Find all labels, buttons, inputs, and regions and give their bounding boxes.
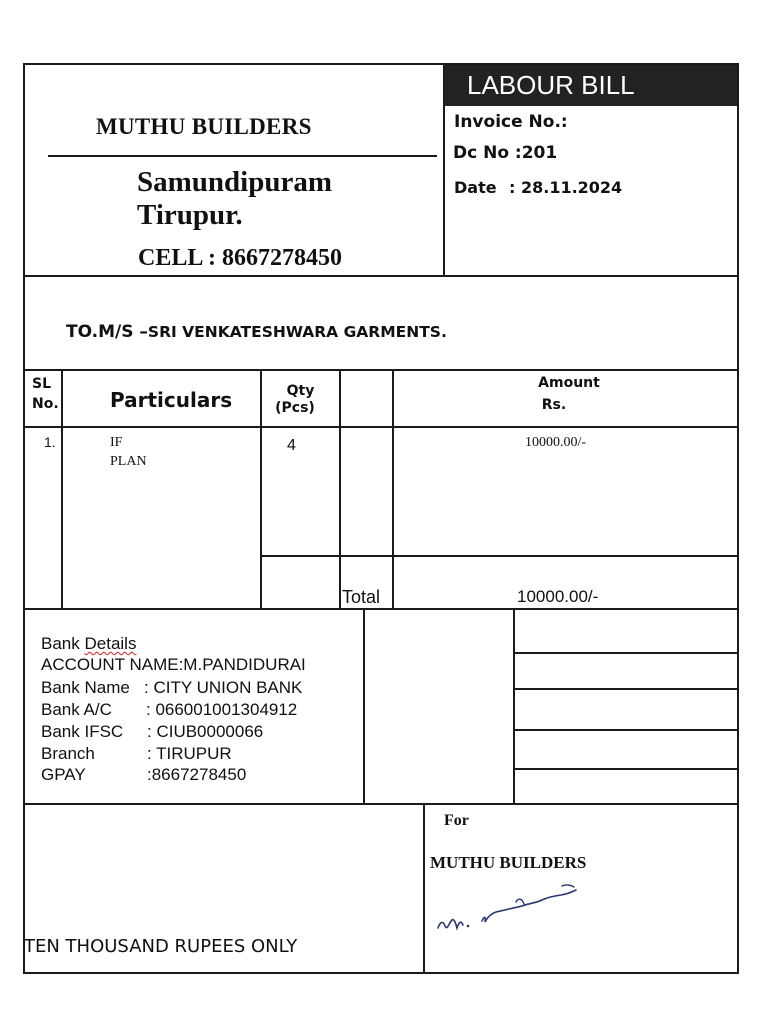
header-sl: SL [32, 376, 52, 392]
amount-in-words: TEN THOUSAND RUPEES ONLY [24, 936, 298, 957]
gpay-value: :8667278450 [147, 765, 247, 784]
account-number-value: : 066001001304912 [146, 700, 298, 719]
row-qty: 4 [287, 437, 296, 454]
date-label: Date [454, 178, 497, 197]
address-line-1: Samundipuram [137, 166, 333, 198]
address-line-2: Tirupur. [137, 199, 243, 231]
row-amount: 10000.00/- [525, 435, 587, 450]
invoice-date: : 28.11.2024 [509, 178, 623, 197]
ifsc-label: Bank IFSC [41, 722, 124, 741]
total-amount: 10000.00/- [517, 587, 599, 606]
header-qty-unit: (Pcs) [275, 400, 315, 416]
branch-value: : TIRUPUR [147, 744, 232, 763]
total-label: Total [342, 587, 381, 607]
company-phone: CELL : 8667278450 [138, 245, 343, 271]
recipient-line [66, 324, 447, 341]
bank-name-label: Bank Name [41, 678, 130, 697]
invoice-number-label: Invoice No.: [454, 112, 568, 132]
header-no: No. [32, 396, 59, 412]
title-bar [445, 65, 737, 106]
dc-number: Dc No :201 [453, 143, 558, 163]
header-amount-unit: Rs. [541, 397, 567, 413]
recipient-name: SRI VENKATESHWARA GARMENTS. [147, 323, 447, 341]
signature [430, 876, 590, 938]
header-particulars: Particulars [110, 388, 233, 412]
ifsc-value: : CIUB0000066 [147, 722, 264, 741]
account-number-label: Bank A/C [41, 700, 112, 719]
document-title: LABOUR BILL [467, 70, 635, 100]
row-sl: 1. [44, 434, 56, 450]
bank-details-heading-word: Details [84, 634, 137, 653]
branch-label: Branch [41, 744, 95, 763]
bank-details-heading: Bank Details [41, 634, 137, 653]
header-amount: Amount [538, 375, 600, 391]
bank-name-value: : CITY UNION BANK [144, 678, 303, 697]
row-particulars-line-2: PLAN [110, 454, 147, 469]
signatory-company: MUTHU BUILDERS [430, 853, 587, 872]
account-name: ACCOUNT NAME:M.PANDIDURAI [41, 655, 306, 674]
row-particulars-line-1: IF [110, 435, 123, 450]
for-label: For [444, 812, 469, 829]
company-name: MUTHU BUILDERS [96, 114, 312, 139]
recipient-prefix: TO.M/S – [66, 322, 148, 342]
gpay-label: GPAY [41, 765, 86, 784]
header-qty: Qty [286, 383, 315, 399]
